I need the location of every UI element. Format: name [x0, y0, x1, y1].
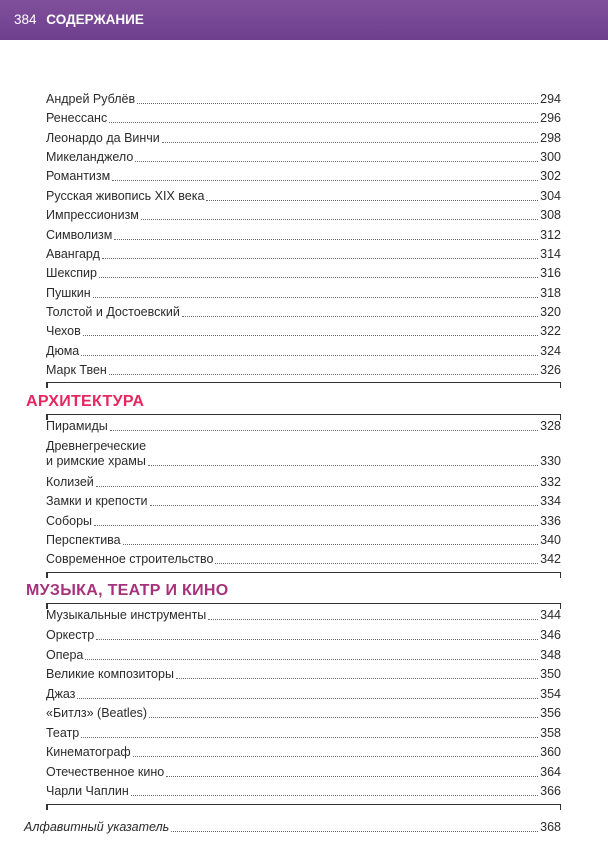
leader-dots — [133, 756, 538, 757]
toc-entry[interactable] — [46, 687, 561, 702]
toc-entry-title: Великие композиторы — [46, 667, 174, 681]
toc-entry-page: 364 — [540, 765, 561, 779]
toc-entry[interactable] — [46, 363, 561, 378]
leader-dots — [162, 142, 538, 143]
toc-entry-page: 328 — [540, 419, 561, 433]
toc-entry[interactable] — [46, 608, 561, 623]
leader-dots — [93, 297, 539, 298]
leader-dots — [109, 122, 538, 123]
toc-entry-title: Перспектива — [46, 533, 121, 547]
leader-dots — [123, 544, 539, 545]
toc-entry-page: 326 — [540, 363, 561, 377]
leader-dots — [96, 639, 538, 640]
section-heading-architecture: АРХИТЕКТУРА — [26, 393, 145, 410]
toc-entry-title: Русская живопись XIX века — [46, 189, 205, 203]
page-number: 384 — [14, 12, 37, 27]
toc-entry-title: Толстой и Достоевский — [46, 305, 180, 319]
leader-dots — [94, 525, 538, 526]
toc-entry-title: Опера — [46, 648, 84, 662]
toc-entry-title: Пушкин — [46, 286, 91, 300]
toc-entry-page: 294 — [540, 92, 561, 106]
toc-entry-title-line2: и римские храмы — [46, 454, 146, 468]
toc-entry[interactable] — [46, 266, 561, 281]
toc-entry-page: 354 — [540, 687, 561, 701]
toc-entry-title: Музыкальные инструменты — [46, 608, 207, 622]
leader-dots — [85, 659, 538, 660]
leader-dots — [149, 717, 538, 718]
leader-dots — [112, 180, 538, 181]
leader-dots — [102, 258, 538, 259]
toc-entry-page: 322 — [540, 324, 561, 338]
toc-entry-page: 360 — [540, 745, 561, 759]
toc-entry-page: 312 — [540, 228, 561, 242]
toc-entry-title: Чарли Чаплин — [46, 784, 129, 798]
leader-dots — [131, 795, 538, 796]
toc-entry-page: 308 — [540, 208, 561, 222]
page-header — [0, 0, 608, 40]
leader-dots — [150, 505, 539, 506]
toc-entry[interactable] — [46, 344, 561, 359]
leader-dots — [182, 316, 538, 317]
toc-entry-title: Микеланджело — [46, 150, 134, 164]
toc-entry-page: 358 — [540, 726, 561, 740]
leader-dots — [215, 563, 538, 564]
toc-entry[interactable] — [46, 92, 561, 107]
toc-entry[interactable] — [46, 475, 561, 490]
toc-entry-page: 318 — [540, 286, 561, 300]
toc-entry[interactable] — [46, 150, 561, 165]
toc-entry-page: 336 — [540, 514, 561, 528]
toc-entry-page: 340 — [540, 533, 561, 547]
toc-entry-title: Пирамиды — [46, 419, 108, 433]
leader-dots — [171, 831, 538, 832]
leader-dots — [81, 737, 538, 738]
toc-entry-title: Марк Твен — [46, 363, 107, 377]
toc-entry-page: 320 — [540, 305, 561, 319]
toc-entry-title: Романтизм — [46, 169, 111, 183]
leader-dots — [148, 465, 538, 466]
toc-entry-title: Леонардо да Винчи — [46, 131, 160, 145]
toc-entry-index[interactable] — [24, 820, 561, 835]
toc-entry-page: 366 — [540, 784, 561, 798]
leader-dots — [137, 103, 538, 104]
toc-entry-title — [46, 439, 146, 469]
toc-entry[interactable] — [46, 286, 561, 301]
section-bracket-rule — [46, 414, 561, 415]
toc-entry-page: 314 — [540, 247, 561, 261]
toc-entry[interactable] — [46, 667, 561, 682]
toc-entry[interactable] — [46, 533, 561, 548]
toc-entry-page: 300 — [540, 150, 561, 164]
leader-dots — [114, 239, 538, 240]
toc-entry-title: Соборы — [46, 514, 93, 528]
toc-entry-page: 368 — [540, 820, 561, 834]
toc-entry-title: Современное строительство — [46, 552, 214, 566]
toc-entry-page: 298 — [540, 131, 561, 145]
toc-entry[interactable] — [46, 745, 561, 760]
section-bracket-rule — [46, 382, 561, 383]
toc-entry[interactable] — [46, 305, 561, 320]
toc-entry[interactable] — [46, 494, 561, 509]
toc-entry[interactable] — [46, 784, 561, 799]
leader-dots — [96, 486, 538, 487]
toc-entry[interactable] — [46, 765, 561, 780]
toc-entry[interactable] — [46, 228, 561, 243]
leader-dots — [99, 277, 538, 278]
leader-dots — [77, 698, 538, 699]
leader-dots — [110, 430, 538, 431]
section-bracket-rule — [46, 603, 561, 604]
leader-dots — [81, 355, 538, 356]
toc-entry-page: 334 — [540, 494, 561, 508]
toc-entry-page: 296 — [540, 111, 561, 125]
leader-dots — [135, 161, 538, 162]
section-bracket-rule — [46, 572, 561, 573]
toc-entry-title: Колизей — [46, 475, 94, 489]
toc-entry-page: 346 — [540, 628, 561, 642]
leader-dots — [208, 619, 538, 620]
toc-entry-title: Авангард — [46, 247, 100, 261]
toc-entry-title: Импрессионизм — [46, 208, 139, 222]
toc-entry[interactable] — [46, 628, 561, 643]
toc-entry-title: Джаз — [46, 687, 76, 701]
toc-entry[interactable] — [46, 169, 561, 184]
section-heading-music: МУЗЫКА, ТЕАТР И КИНО — [26, 582, 229, 599]
toc-entry-page: 348 — [540, 648, 561, 662]
toc-entry-title: Чехов — [46, 324, 81, 338]
leader-dots — [166, 776, 538, 777]
toc-entry-page: 330 — [540, 454, 561, 468]
toc-entry-title: Шекспир — [46, 266, 97, 280]
toc-entry[interactable] — [46, 514, 561, 529]
toc-entry-page: 332 — [540, 475, 561, 489]
toc-entry-title: Андрей Рублёв — [46, 92, 136, 106]
toc-entry-title: Ренессанс — [46, 111, 108, 125]
toc-entry[interactable] — [46, 552, 561, 567]
leader-dots — [206, 200, 538, 201]
leader-dots — [176, 678, 538, 679]
toc-entry-page: 324 — [540, 344, 561, 358]
toc-entry-title: Оркестр — [46, 628, 95, 642]
toc-entry-page: 342 — [540, 552, 561, 566]
toc-entry[interactable] — [46, 208, 561, 223]
toc-entry-title: Замки и крепости — [46, 494, 148, 508]
toc-entry[interactable] — [46, 706, 561, 721]
toc-entry-title: «Битлз» (Beatles) — [46, 706, 148, 720]
toc-entry-title: Алфавитный указатель — [24, 820, 170, 834]
toc-entry-title: Дюма — [46, 344, 80, 358]
page-title: СОДЕРЖАНИЕ — [46, 12, 144, 27]
section-bracket-rule — [46, 804, 561, 805]
toc-entry[interactable] — [46, 439, 561, 469]
toc-entry[interactable] — [46, 419, 561, 434]
toc-entry[interactable] — [46, 111, 561, 126]
toc-entry-page: 302 — [540, 169, 561, 183]
toc-entry-page: 344 — [540, 608, 561, 622]
toc-entry[interactable] — [46, 324, 561, 339]
toc-entry-page: 350 — [540, 667, 561, 681]
toc-entry[interactable] — [46, 131, 561, 146]
toc-entry-title: Отечественное кино — [46, 765, 165, 779]
leader-dots — [109, 374, 538, 375]
toc-entry[interactable] — [46, 189, 561, 204]
toc-entry-page: 356 — [540, 706, 561, 720]
toc-entry[interactable] — [46, 648, 561, 663]
toc-entry[interactable] — [46, 247, 561, 262]
toc-entry-page: 304 — [540, 189, 561, 203]
toc-entry-page: 316 — [540, 266, 561, 280]
toc-entry-title: Кинематограф — [46, 745, 131, 759]
toc-entry-title: Театр — [46, 726, 80, 740]
toc-entry-title-line1: Древнегреческие — [46, 439, 147, 453]
leader-dots — [141, 219, 538, 220]
toc-entry[interactable] — [46, 726, 561, 741]
toc-entry-title: Символизм — [46, 228, 113, 242]
leader-dots — [83, 335, 538, 336]
